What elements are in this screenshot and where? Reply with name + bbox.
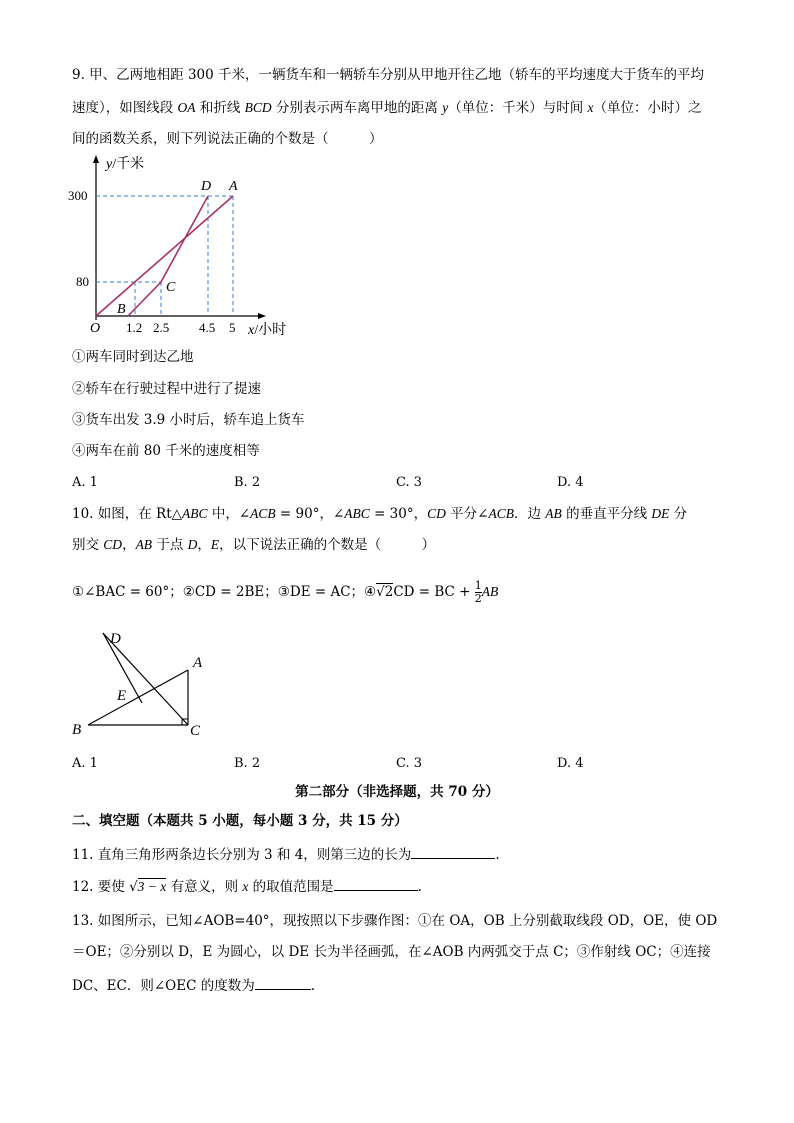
section-heading: 二、填空题（本题共 5 小题，每小题 3 分，共 15 分） — [72, 813, 408, 829]
q10-statements: ①∠BAC = 60°；②CD = 2BE；③DE = AC；④√2CD = BC + $\frac{1}{2}$ AB — [72, 579, 499, 605]
origin-label: O — [90, 321, 101, 336]
q9-statement-2: ②轿车在行驶过程中进行了提速 — [72, 381, 261, 397]
label-C: C — [190, 723, 201, 739]
q9-option-d[interactable]: D. 4 — [557, 475, 584, 490]
part2-title: 第二部分（非选择题，共 70 分） — [295, 784, 499, 800]
q10-line-1: 10. 如图，在 Rt△ABC 中，∠ACB = 90°，∠ABC = 30°，CD 平分∠ACB．边 AB 的垂直平分线 DE 分 — [72, 506, 688, 522]
fraction-half: $\frac{1}{2}$ — [474, 579, 482, 605]
q9-line-1: 9. 甲、乙两地相距 300 千米，一辆货车和一辆轿车分别从甲地开往乙地（轿车的平均速度大于货车的平均 — [72, 67, 705, 83]
q9-statement-1: ①两车同时到达乙地 — [72, 349, 194, 365]
q11-answer-blank[interactable] — [411, 844, 495, 859]
q9-graph — [60, 150, 310, 340]
q13-answer-blank[interactable] — [255, 975, 311, 990]
x-axis-label: x/小时 — [248, 323, 287, 338]
x-axis-arrow — [258, 313, 266, 319]
point-A-label: A — [229, 179, 238, 194]
q9-line-3: 间的函数关系，则下列说法正确的个数是（ ） — [72, 131, 383, 147]
sqrt-sign: √ — [129, 879, 138, 895]
q10-option-a[interactable]: A. 1 — [72, 756, 98, 771]
q9-option-a[interactable]: A. 1 — [72, 475, 98, 490]
q12-text: 12. 要使 √3 − x 有意义，则 x 的取值范围是 . — [72, 876, 422, 896]
q12-answer-blank[interactable] — [334, 876, 418, 891]
q11-text: 11. 直角三角形两条边长分别为 3 和 4，则第三边的长为 . — [72, 844, 500, 864]
q9-statement-3: ③货车出发 3.9 小时后，轿车追上货车 — [72, 412, 305, 428]
q13-line-2: ＝OE；②分别以 D，E 为圆心，以 DE 长为半径画弧，在∠AOB 内两弧交于点 C；③作射线 OC；④连接 — [72, 944, 711, 960]
x-tick-4-5: 4.5 — [199, 320, 216, 335]
y-axis-arrow — [93, 155, 99, 163]
x-tick-5: 5 — [229, 320, 236, 335]
q10-option-c[interactable]: C. 3 — [396, 756, 423, 771]
label-A: A — [193, 655, 203, 671]
polyline-BCD — [128, 196, 208, 316]
q9-statement-4: ④两车在前 80 千米的速度相等 — [72, 443, 260, 459]
q9-option-c[interactable]: C. 3 — [396, 475, 423, 490]
q9-option-b[interactable]: B. 2 — [234, 475, 261, 490]
segment-BA — [88, 670, 188, 725]
y-tick-300: 300 — [68, 188, 88, 203]
label-B: B — [72, 722, 82, 738]
line-OA — [96, 196, 233, 316]
q10-figure — [66, 625, 226, 745]
q10-option-d[interactable]: D. 4 — [557, 756, 584, 771]
x-tick-1-2: 1.2 — [126, 320, 143, 335]
point-C-label: C — [166, 280, 176, 295]
q10-line-2: 别交 CD，AB 于点 D，E，以下说法正确的个数是（ ） — [72, 537, 436, 553]
label-D: D — [110, 631, 121, 647]
q13-line-3: DC、EC．则∠OEC 的度数为 . — [72, 975, 315, 995]
q9-line-2: 速度），如图线段 OA 和折线 BCD 分别表示两车离甲地的距离 y（单位：千米）与时间 x（单位：小时）之 — [72, 100, 702, 116]
q10-option-b[interactable]: B. 2 — [234, 756, 261, 771]
q13-line-1: 13. 如图所示，已知∠AOB=40°，现按照以下步骤作图：①在 OA，OB 上分别截取线段 OD，OE，使 OD — [72, 913, 718, 929]
y-tick-80: 80 — [76, 274, 89, 289]
x-tick-2-5: 2.5 — [153, 320, 170, 335]
y-axis-label: y/千米 — [106, 157, 145, 172]
point-D-label: D — [201, 179, 212, 194]
point-B-label: B — [117, 302, 126, 317]
label-E: E — [117, 688, 127, 704]
